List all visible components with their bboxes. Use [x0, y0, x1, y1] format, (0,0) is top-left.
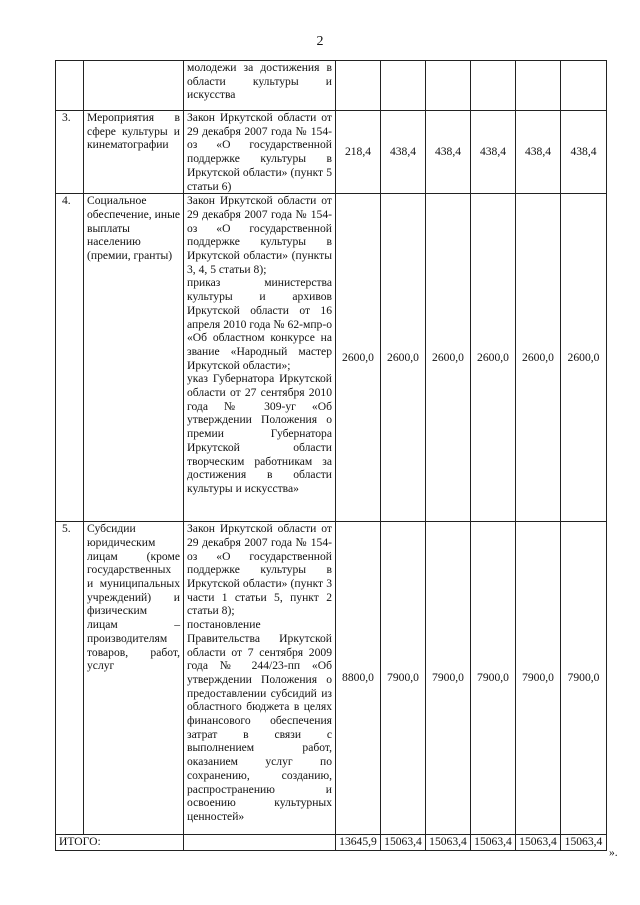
row-value — [561, 61, 607, 111]
row-value — [426, 61, 471, 111]
row-value: 438,4 — [516, 111, 561, 194]
row-name: Мероприятия в сфере культуры и кинематографии — [84, 111, 184, 194]
total-row — [56, 835, 607, 851]
row-name: Социальное обеспечение, иные выплаты населению (премии, гранты) — [84, 194, 184, 522]
row-value: 438,4 — [426, 111, 471, 194]
closing-quote: ». — [609, 846, 618, 859]
row-value — [381, 61, 426, 111]
row-legal-basis: Закон Иркутской области от 29 декабря 2007 года № 154-оз «О государственной поддержке культуры в Иркутской области» (пункт 5 статьи 6) — [184, 111, 336, 194]
table-row — [56, 111, 607, 194]
budget-table — [55, 60, 607, 851]
row-index: 5. — [56, 522, 84, 835]
row-legal-basis: Закон Иркутской области от 29 декабря 2007 года № 154-оз «О государственной поддержке культуры в Иркутской области» (пункты 3, 4, 5 статьи 8); приказ министерства культуры и архивов Иркутской области от 16 апреля 2010 года № 62-мпр-о «Об областном конкурсе на звание «Народный мастер Иркутской области»; указ Губернатора Иркутской области от 27 сентября 2010 года № 309-уг «Об утверждении Положения о премии Губернатора Иркутской области творческим работникам за достижения в области культуры и искусства» — [184, 194, 336, 522]
row-value: 2600,0 — [426, 194, 471, 522]
total-value: 15063,4 — [516, 835, 561, 851]
total-value: 15063,4 — [381, 835, 426, 851]
row-value — [336, 61, 381, 111]
row-value: 7900,0 — [471, 522, 516, 835]
row-value: 218,4 — [336, 111, 381, 194]
row-name: Субсидии юридическим лицам (кроме государственных и муниципальных учреждений) и физическим лицам – производителям товаров, работ, услуг — [84, 522, 184, 835]
table-row — [56, 522, 607, 835]
row-value: 2600,0 — [471, 194, 516, 522]
row-index — [56, 61, 84, 111]
row-value: 2600,0 — [516, 194, 561, 522]
row-value: 7900,0 — [381, 522, 426, 835]
total-value: 15063,4 — [426, 835, 471, 851]
row-value — [516, 61, 561, 111]
row-value: 7900,0 — [516, 522, 561, 835]
total-label: ИТОГО: — [56, 835, 184, 851]
total-value: 15063,4 — [471, 835, 516, 851]
row-value: 7900,0 — [426, 522, 471, 835]
row-value: 2600,0 — [336, 194, 381, 522]
row-value: 2600,0 — [561, 194, 607, 522]
row-index: 3. — [56, 111, 84, 194]
table-row — [56, 61, 607, 111]
row-legal-basis: молодежи за достижения в области культуры и искусства — [184, 61, 336, 111]
total-value: 15063,4 — [561, 835, 607, 851]
row-value: 438,4 — [381, 111, 426, 194]
row-value: 438,4 — [471, 111, 516, 194]
page-number: 2 — [316, 34, 324, 49]
row-value: 438,4 — [561, 111, 607, 194]
row-value — [471, 61, 516, 111]
row-name — [84, 61, 184, 111]
row-value: 2600,0 — [381, 194, 426, 522]
total-empty-cell — [184, 835, 336, 851]
table-row — [56, 194, 607, 522]
total-value: 13645,9 — [336, 835, 381, 851]
row-legal-basis: Закон Иркутской области от 29 декабря 2007 года № 154-оз «О государственной поддержке культуры в Иркутской области» (пункт 3 части 1 статьи 5, пункт 2 статьи 8); постановление Правительства Иркутской области от 7 сентября 2009 года № 244/23-пп «Об утверждении Положения о предоставлении субсидий из областного бюджета в целях финансового обеспечения затрат в связи с выполнением работ, оказанием услуг по сохранению, созданию, распространению и освоению культурных ценностей» — [184, 522, 336, 835]
row-value: 8800,0 — [336, 522, 381, 835]
row-value: 7900,0 — [561, 522, 607, 835]
row-index: 4. — [56, 194, 84, 522]
